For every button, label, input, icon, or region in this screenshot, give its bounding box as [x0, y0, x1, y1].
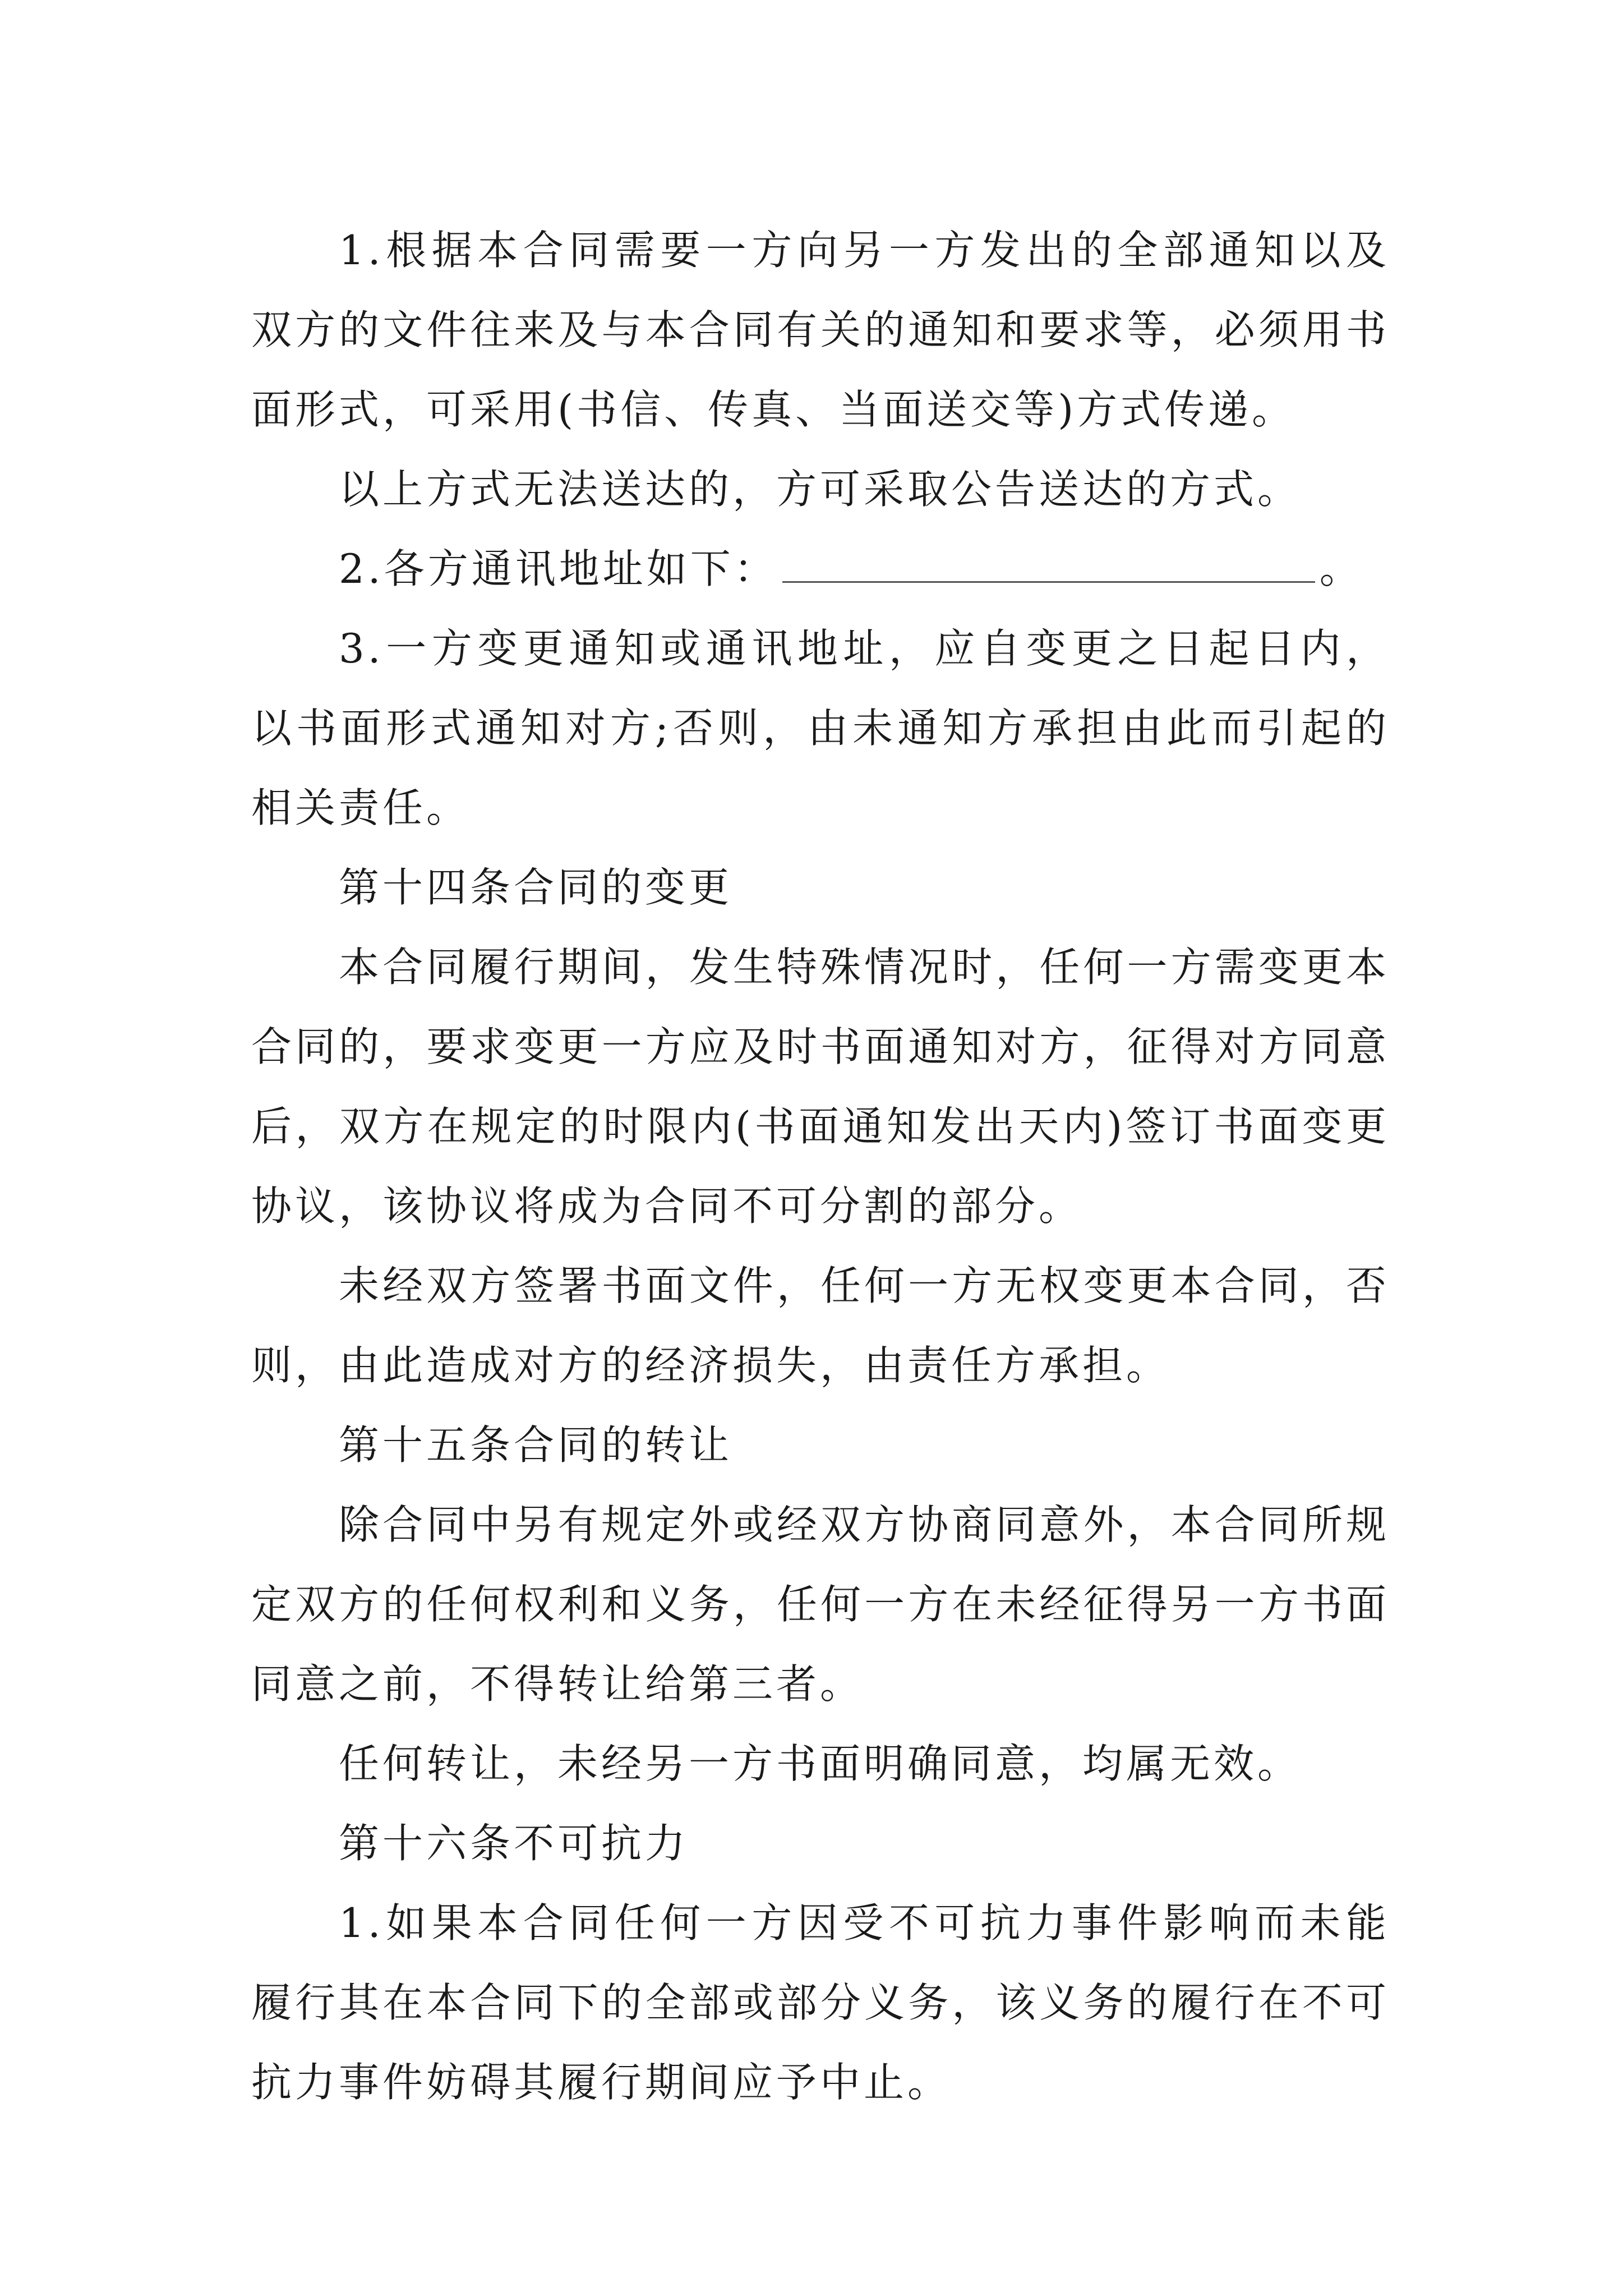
- paragraph-notice-1: 1.根据本合同需要一方向另一方发出的全部通知以及双方的文件往来及与本合同有关的通知和要求等，必须用书面形式，可采用(书信、传真、当面送交等)方式传递。: [251, 227, 1390, 433]
- paragraph-article-14-2: 未经双方签署书面文件，任何一方无权变更本合同，否则，由此造成对方的经济损失，由责任方承担。: [251, 1262, 1390, 1389]
- paragraph-notice-1b: 以上方式无法送达的，方可采取公告送达的方式。: [339, 466, 1302, 513]
- address-label: 2.各方通讯地址如下：: [339, 545, 778, 592]
- document-body: [251, 210, 1390, 2122]
- paragraph-article-15-1: 除合同中另有规定外或经双方协商同意外，本合同所规定双方的任何权利和义务，任何一方在未经征得另一方书面同意之前，不得转让给第三者。: [251, 1501, 1390, 1708]
- address-blank-line: [782, 547, 1315, 583]
- article-16-heading: 第十六条不可抗力: [339, 1820, 689, 1867]
- address-period: 。: [1319, 545, 1363, 592]
- article-14-heading: 第十四条合同的变更: [339, 864, 733, 911]
- paragraph-article-16-1: 1.如果本合同任何一方因受不可抗力事件影响而未能履行其在本合同下的全部或部分义务，该义务的履行在不可抗力事件妨碍其履行期间应予中止。: [251, 1899, 1390, 2106]
- paragraph-notice-3: 3.一方变更通知或通讯地址，应自变更之日起日内，以书面形式通知对方;否则，由未通知方承担由此而引起的相关责任。: [251, 625, 1390, 831]
- paragraph-notice-2: [251, 529, 1390, 609]
- paragraph-article-15-2: 任何转让，未经另一方书面明确同意，均属无效。: [339, 1740, 1302, 1787]
- paragraph-article-14-1: 本合同履行期间，发生特殊情况时，任何一方需变更本合同的，要求变更一方应及时书面通知对方，征得对方同意后，双方在规定的时限内(书面通知发出天内)签订书面变更协议，该协议将成为合同不可分割的部分。: [251, 944, 1390, 1230]
- article-15-heading: 第十五条合同的转让: [339, 1421, 733, 1469]
